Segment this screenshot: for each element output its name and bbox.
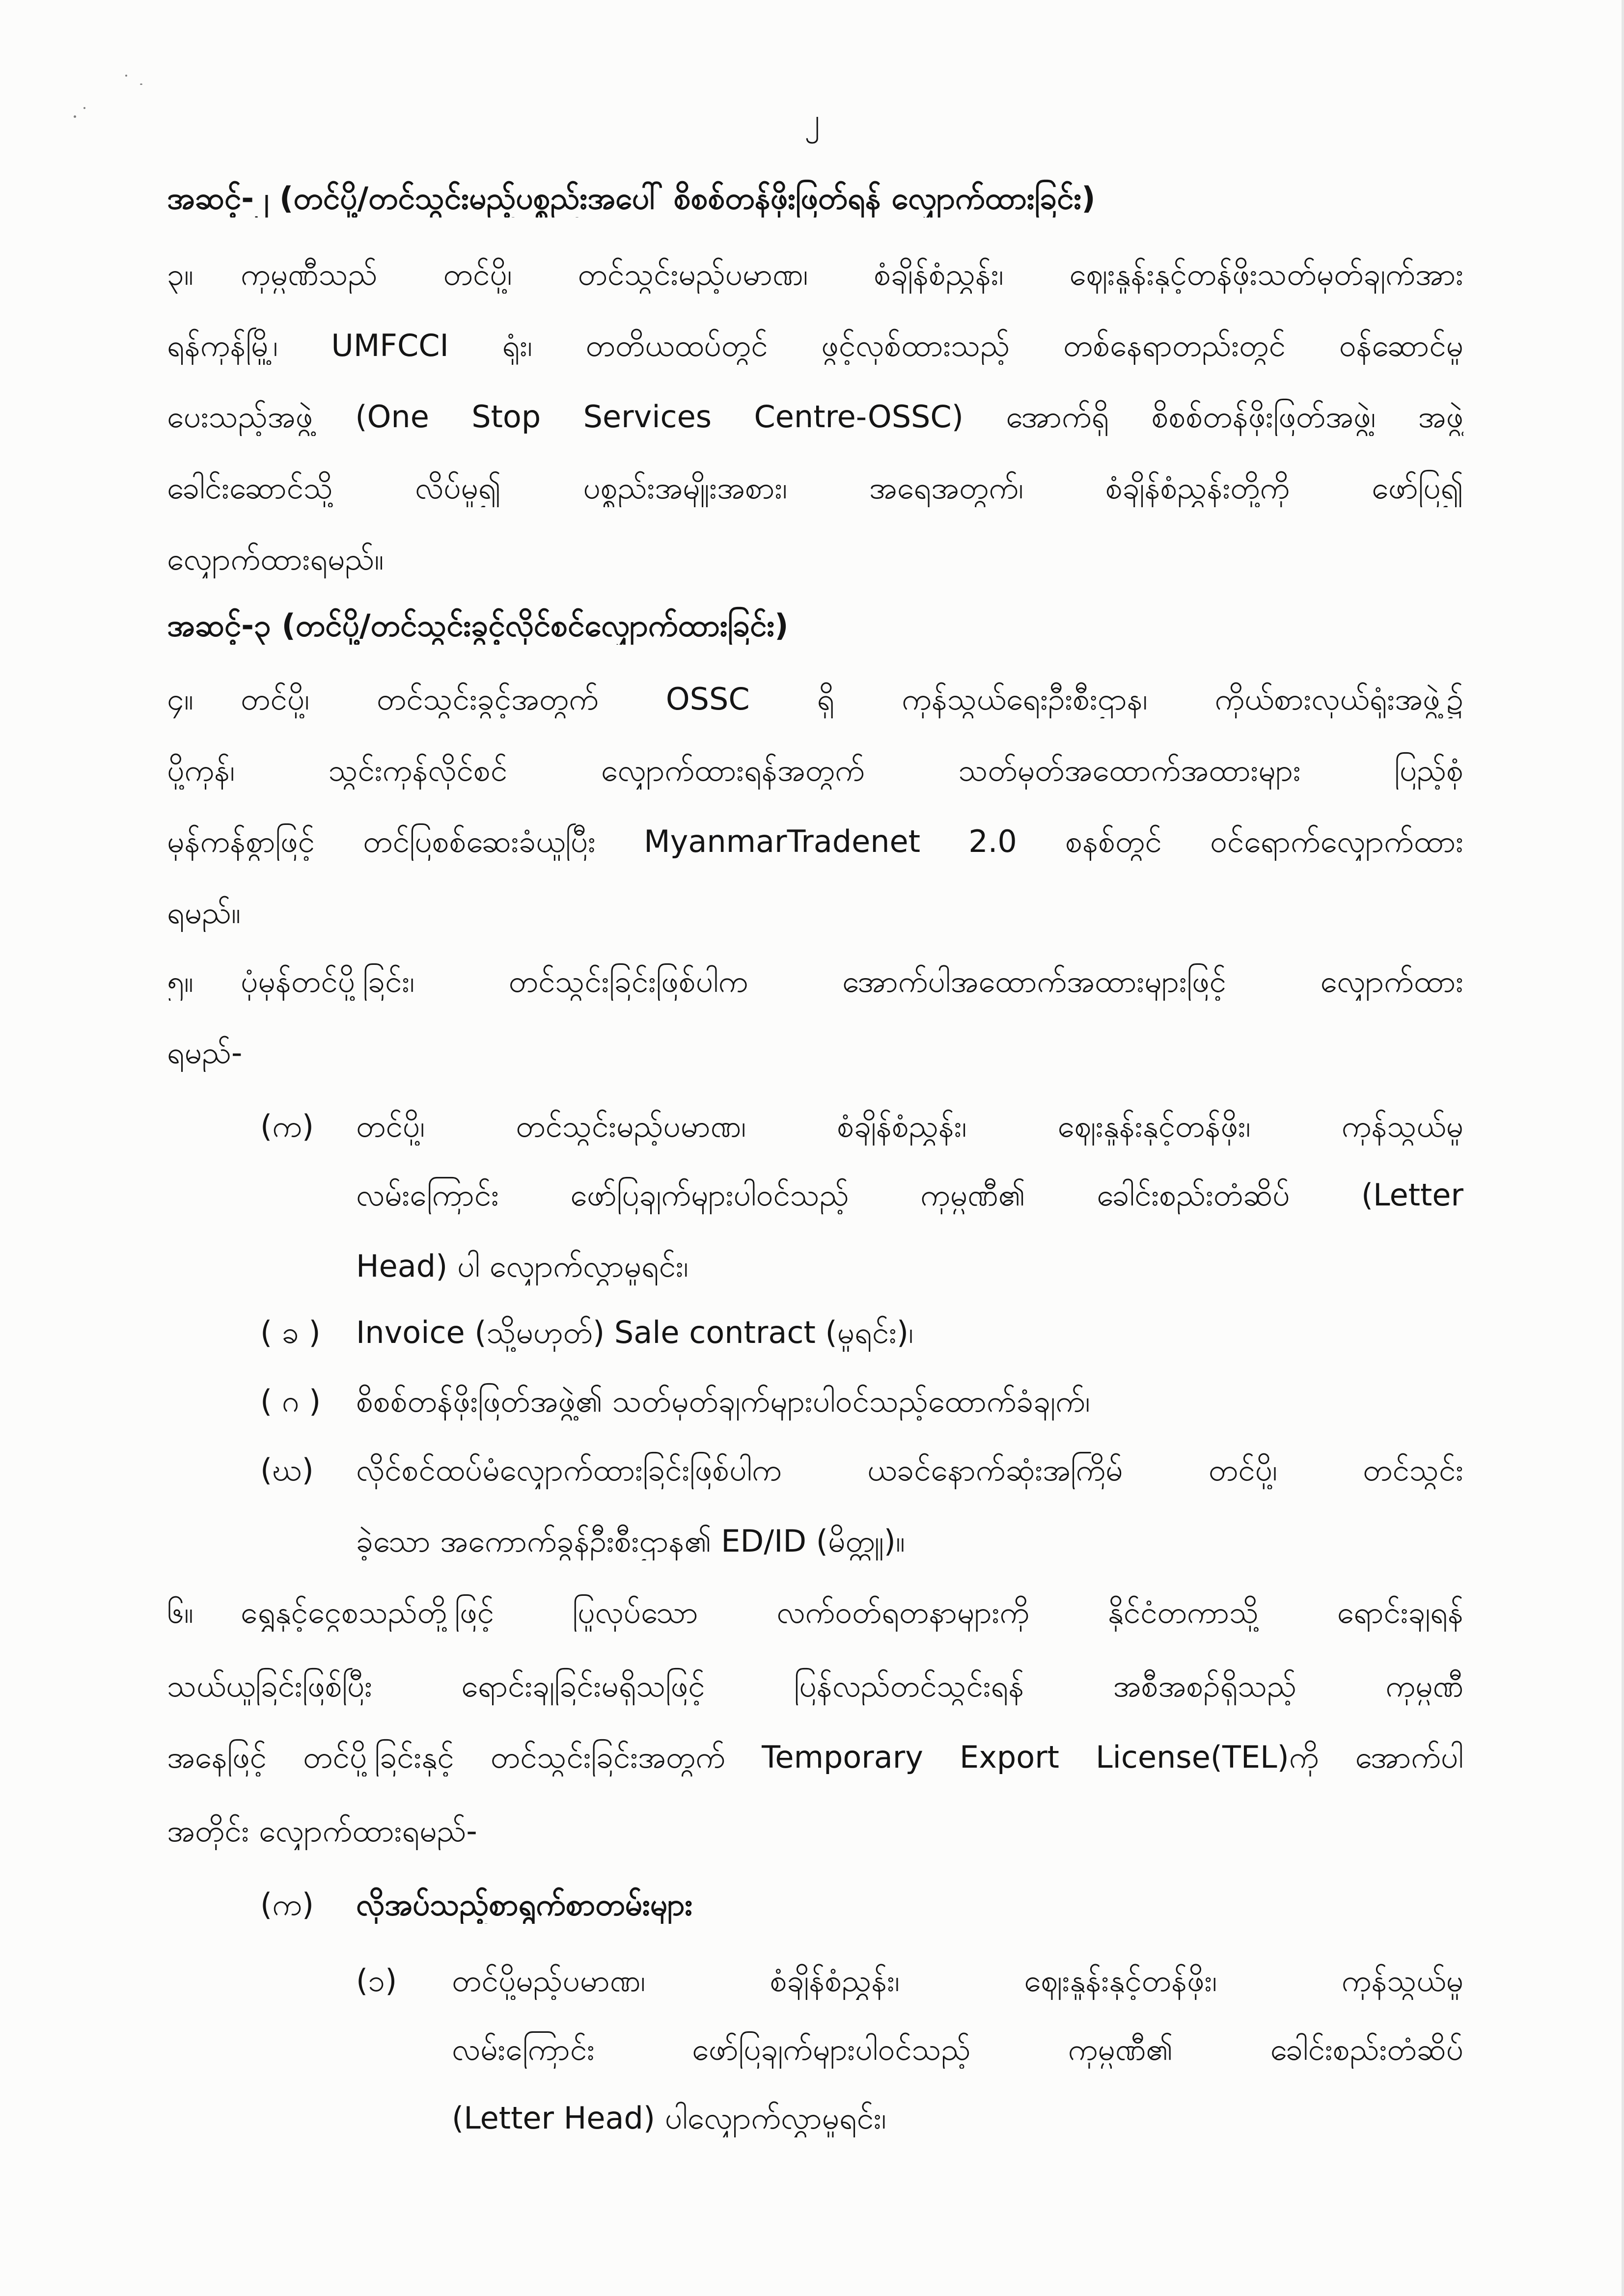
paragraph-4-line-3: မှန်ကန်စွာဖြင့် တင်ပြစစ်ဆေးခံယူပြီး MyanmarTradenet 2.0 စနစ်တွင် ဝင်ရောက်လျှောက်ထား [167,823,1463,859]
paragraph-3-line-3: ပေးသည့်အဖွဲ့ (One Stop Services Centre-OSSC) အောက်ရှိ စိစစ်တန်ဖိုးဖြတ်အဖွဲ့၊ အဖွဲ့ [167,399,1463,435]
list-item-kha: ( ခ ) Invoice (သို့မဟုတ်) Sale contract (မူရင်း)၊ [260,1314,913,1350]
scan-speck [140,83,142,85]
paragraph-6-line-1: ၆။ ရွှေနှင့်ငွေစသည်တို့ဖြင့် ပြုလုပ်သော လက်ဝတ်ရတနာများကို နိုင်ငံတကာသို့ ရောင်းချရန် [167,1594,1463,1630]
document-item-1-line-3: (Letter Head) ပါလျှောက်လွှာမူရင်း၊ [452,2100,886,2136]
paragraph-4-line-4: ရမည်။ [167,895,241,930]
paragraph-6-line-4: အတိုင်း လျှောက်ထားရမည်- [167,1813,477,1849]
paragraph-5-line-1: ၅။ ပုံမှန်တင်ပို့ခြင်း၊ တင်သွင်းခြင်းဖြစ်ပါက အောက်ပါအထောက်အထားများဖြင့် လျှောက်ထား [167,963,1463,999]
paragraph-5-line-2: ရမည်- [167,1035,243,1070]
paragraph-6-line-3: အနေဖြင့် တင်ပို့ခြင်းနှင့် တင်သွင်းခြင်းအတွက် Temporary Export License(TEL)ကို အောက်ပါ [167,1739,1463,1775]
paragraph-4-line-2: ပို့ကုန်၊ သွင်းကုန်လိုင်စင် လျှောက်ထားရန်အတွက် သတ်မှတ်အထောက်အထားများ ပြည့်စုံ [167,752,1463,788]
paragraph-4-line-1: ၄။ တင်ပို့၊ တင်သွင်းခွင့်အတွက် OSSC ရှိ ကုန်သွယ်ရေးဦးစီးဌာန၊ ကိုယ်စားလှယ်ရုံးအဖွဲ့၌ [167,681,1463,717]
list-item-ka-line-2: လမ်းကြောင်း ဖော်ပြချက်များပါဝင်သည့် ကုမ္ပဏီ၏ ခေါင်းစည်းတံဆိပ် (Letter [356,1177,1463,1213]
paragraph-3-line-5: လျှောက်ထားရမည်။ [167,541,384,577]
paragraph-3-line-1: ၃။ ကုမ္ပဏီသည် တင်ပို့၊ တင်သွင်းမည့်ပမာဏ၊ စံချိန်စံညွှန်း၊ ဈေးနှုန်းနှင့်တန်ဖိုးသတ်မှတ်ချက်အား [167,256,1463,292]
document-item-1: (၁) တင်ပို့မည့်ပမာဏ၊ စံချိန်စံညွှန်း၊ ဈေးနှုန်းနှင့်တန်ဖိုး၊ ကုန်သွယ်မှု [356,1963,1463,1998]
paragraph-6-line-2: သယ်ယူခြင်းဖြစ်ပြီး ရောင်းချခြင်းမရှိသဖြင့် ပြန်လည်တင်သွင်းရန် အစီအစဉ်ရှိသည့် ကုမ္ပဏီ [167,1668,1463,1704]
scan-edge [1622,0,1624,2296]
section-heading-step-2: အဆင့်-၂ (တင်ပို့/တင်သွင်းမည့်ပစ္စည်းအပေါ် စိစစ်တန်ဖိုးဖြတ်ရန် လျှောက်ထားခြင်း) [167,180,1096,216]
document-item-1-line-2: လမ်းကြောင်း ဖော်ပြချက်များပါဝင်သည့် ကုမ္ပဏီ၏ ခေါင်းစည်းတံဆိပ် [452,2031,1463,2067]
list-item-ka: (က) တင်ပို့၊ တင်သွင်းမည့်ပမာဏ၊ စံချိန်စံညွှန်း၊ ဈေးနှုန်းနှင့်တန်ဖိုး၊ ကုန်သွယ်မှု [260,1108,1463,1144]
section-heading-step-3: အဆင့်-၃ (တင်ပို့/တင်သွင်းခွင့်လိုင်စင်လျှောက်ထားခြင်း) [167,607,789,643]
list-item-ga: ( ဂ ) စိစစ်တန်ဖိုးဖြတ်အဖွဲ့၏ သတ်မှတ်ချက်များပါဝင်သည့်ထောက်ခံချက်၊ [260,1383,1090,1419]
list-item-gha: (ဃ) လိုင်စင်ထပ်မံလျှောက်ထားခြင်းဖြစ်ပါက ယခင်နောက်ဆုံးအကြိမ် တင်ပို့၊ တင်သွင်း [260,1452,1463,1488]
sub-heading-required-documents: (က) လိုအပ်သည့်စာရွက်စာတမ်းများ [260,1886,693,1922]
list-item-ka-line-3: Head) ပါ လျှောက်လွှာမူရင်း၊ [356,1248,688,1284]
paragraph-3-line-2: ရန်ကုန်မြို့၊ UMFCCI ရုံး၊ တတိယထပ်တွင် ဖွင့်လှစ်ထားသည့် တစ်နေရာတည်းတွင် ဝန်ဆောင်မှု [167,328,1463,363]
paragraph-3-line-4: ခေါင်းဆောင်သို့ လိပ်မူ၍ ပစ္စည်းအမျိုးအစား၊ အရေအတွက်၊ စံချိန်စံညွှန်းတို့ကို ဖော်ပြ၍ [167,470,1463,506]
list-item-gha-line-2: ခဲ့သော အကောက်ခွန်ဦးစီးဌာန၏ ED/ID (မိတ္တူ)။ [356,1523,905,1559]
page-number: ၂ [804,102,820,137]
scan-speck [125,75,127,77]
